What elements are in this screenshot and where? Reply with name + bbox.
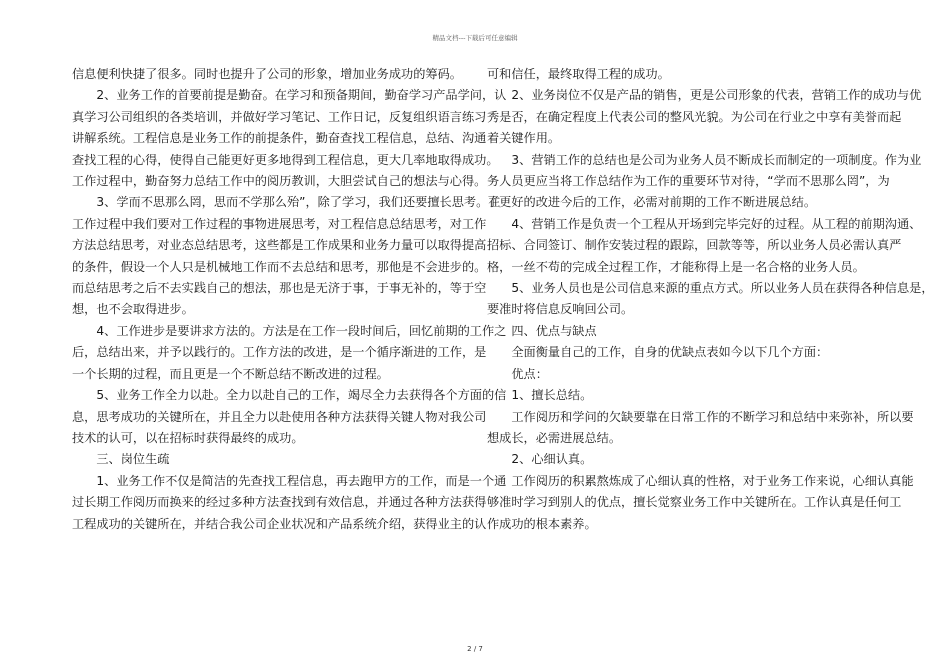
text-line: 秀是否，在确定程度上代表公司的整风光貌。为公司在行业之中享有美誉而起 [487, 109, 902, 124]
text-line: 1、业务工作不仅是简洁的先查找工程信息，再去跑甲方的工作，而是一个通 [72, 473, 507, 488]
text-line: 后，总结出来，并予以践行的。工作方法的改进，是一个循序渐进的工作，是 [72, 345, 487, 360]
text-line: 方法总结思考，对业态总结思考，这些都是工作成果和业务力量可以取得提高 [72, 238, 487, 253]
text-line: 真学习公司组织的各类培训，并做好学习笔记、工作日记，反复组织语言练习 [72, 109, 487, 124]
text-line: 3、营销工作的总结也是公司为业务人员不断成长而制定的一项制度。作为业 [487, 152, 922, 167]
text-line: 三、岗位生疏 [72, 452, 170, 467]
text-line: 着关键作用。 [487, 131, 561, 146]
text-line: 四、优点与缺点 [487, 323, 597, 338]
text-line: 工作过程中，勤奋努力总结工作中的阅历教训，大胆尝试自己的想法与心得。 [72, 174, 487, 189]
text-line: 的条件，假设一个人只是机械地工作而不去总结和思考，那他是不会进步的。 [72, 259, 487, 274]
text-line: 查找工程的心得，使得自己能更好更多地得到工程信息，更大几率地取得成功。 [72, 152, 499, 167]
text-line: 2、心细认真。 [487, 452, 593, 467]
text-line: 息，思考成功的关键所在，并且全力以赴使用各种方法获得关键人物对我公司 [72, 409, 487, 424]
text-line: 2、业务工作的首要前提是勤奋。在学习和预备期间，勤奋学习产品学问，认 [72, 88, 507, 103]
text-line: 工作阅历的积累熬炼成了心细认真的性格，对于业务工作来说，心细认真能 [487, 473, 914, 488]
text-line: 技术的认可，以在招标时获得最终的成功。 [72, 430, 304, 445]
text-line: 想，也不会取得进步。 [72, 302, 194, 317]
text-line: 格，一丝不苟的完成全过程工作，才能称得上是一名合格的业务人员。 [487, 259, 865, 274]
text-line: 工作阅历和学问的欠缺要靠在日常工作的不断学习和总结中来弥补，所以要 [487, 409, 914, 424]
text-line: 工作过程中我们要对工作过程的事物进展思考，对工程信息总结思考，对工作 [72, 216, 487, 231]
text-line: 作成功的根本素养。 [487, 516, 597, 531]
text-line: 全面衡量自己的工作，自身的优缺点表如今以下几个方面： [487, 345, 829, 360]
text-line: 要准时将信息反响回公司。 [487, 302, 634, 317]
text-line: 一个长期的过程，而且更是一个不断总结不断改进的过程。 [72, 366, 389, 381]
page-number: 2 / 7 [467, 645, 483, 653]
left-column [72, 64, 507, 535]
text-line: 5、业务人员也是公司信息来源的重点方式。所以业务人员在获得各种信息是， [487, 281, 934, 296]
text-line: 而总结思考之后不去实践自己的想法，那也是无济于事，于事无补的，等于空 [72, 281, 487, 296]
text-line: 可和信任，最终取得工程的成功。 [487, 67, 670, 81]
text-line: 想成长，必需进展总结。 [487, 430, 622, 445]
text-line: 了更好的改进今后的工作，必需对前期的工作不断进展总结。 [487, 195, 817, 210]
text-line: 2、业务岗位不仅是产品的销售，更是公司形象的代表，营销工作的成功与优 [487, 88, 922, 103]
page-header: 精品文档---下载后可任意编辑 [432, 34, 518, 42]
text-line: 4、营销工作是负责一个工程从开场到完毕完好的过程。从工程的前期沟通、 [487, 216, 922, 231]
text-line: 讲解系统。工程信息是业务工作的前提条件，勤奋查找工程信息，总结、沟通 [72, 131, 487, 146]
right-column [487, 64, 934, 535]
text-line: 3、学而不思那么罔，思而不学那么殆”，除了学习，我们还要擅长思考。在 [72, 195, 501, 210]
text-line: 够准时学习到别人的优点，擅长觉察业务工作中关键所在。工作认真是任何工 [487, 495, 902, 510]
text-line: 1、擅长总结。 [487, 388, 593, 403]
text-line: 4、工作进步是要讲求方法的。方法是在工作一段时间后，回忆前期的工作之 [72, 323, 507, 338]
text-line: 招标、合同签订、制作安装过程的跟踪，回款等等，所以业务人员必需认真严 [487, 238, 902, 253]
text-line: 务人员更应当将工作总结作为工作的重要环节对待，“学而不思那么罔”，为 [487, 174, 890, 189]
text-line: 5、业务工作全力以赴。全力以赴自己的工作，竭尽全力去获得各个方面的信 [72, 388, 507, 403]
text-line: 优点： [487, 366, 548, 381]
text-line: 信息便利快捷了很多。同时也提升了公司的形象，增加业务成功的筹码。 [72, 67, 462, 81]
text-line: 工程成功的关键所在，并结合我公司企业状况和产品系统介绍，获得业主的认 [72, 516, 487, 531]
text-line: 过长期工作阅历而换来的经过多种方法查找到有效信息，并通过各种方法获得 [72, 495, 487, 510]
